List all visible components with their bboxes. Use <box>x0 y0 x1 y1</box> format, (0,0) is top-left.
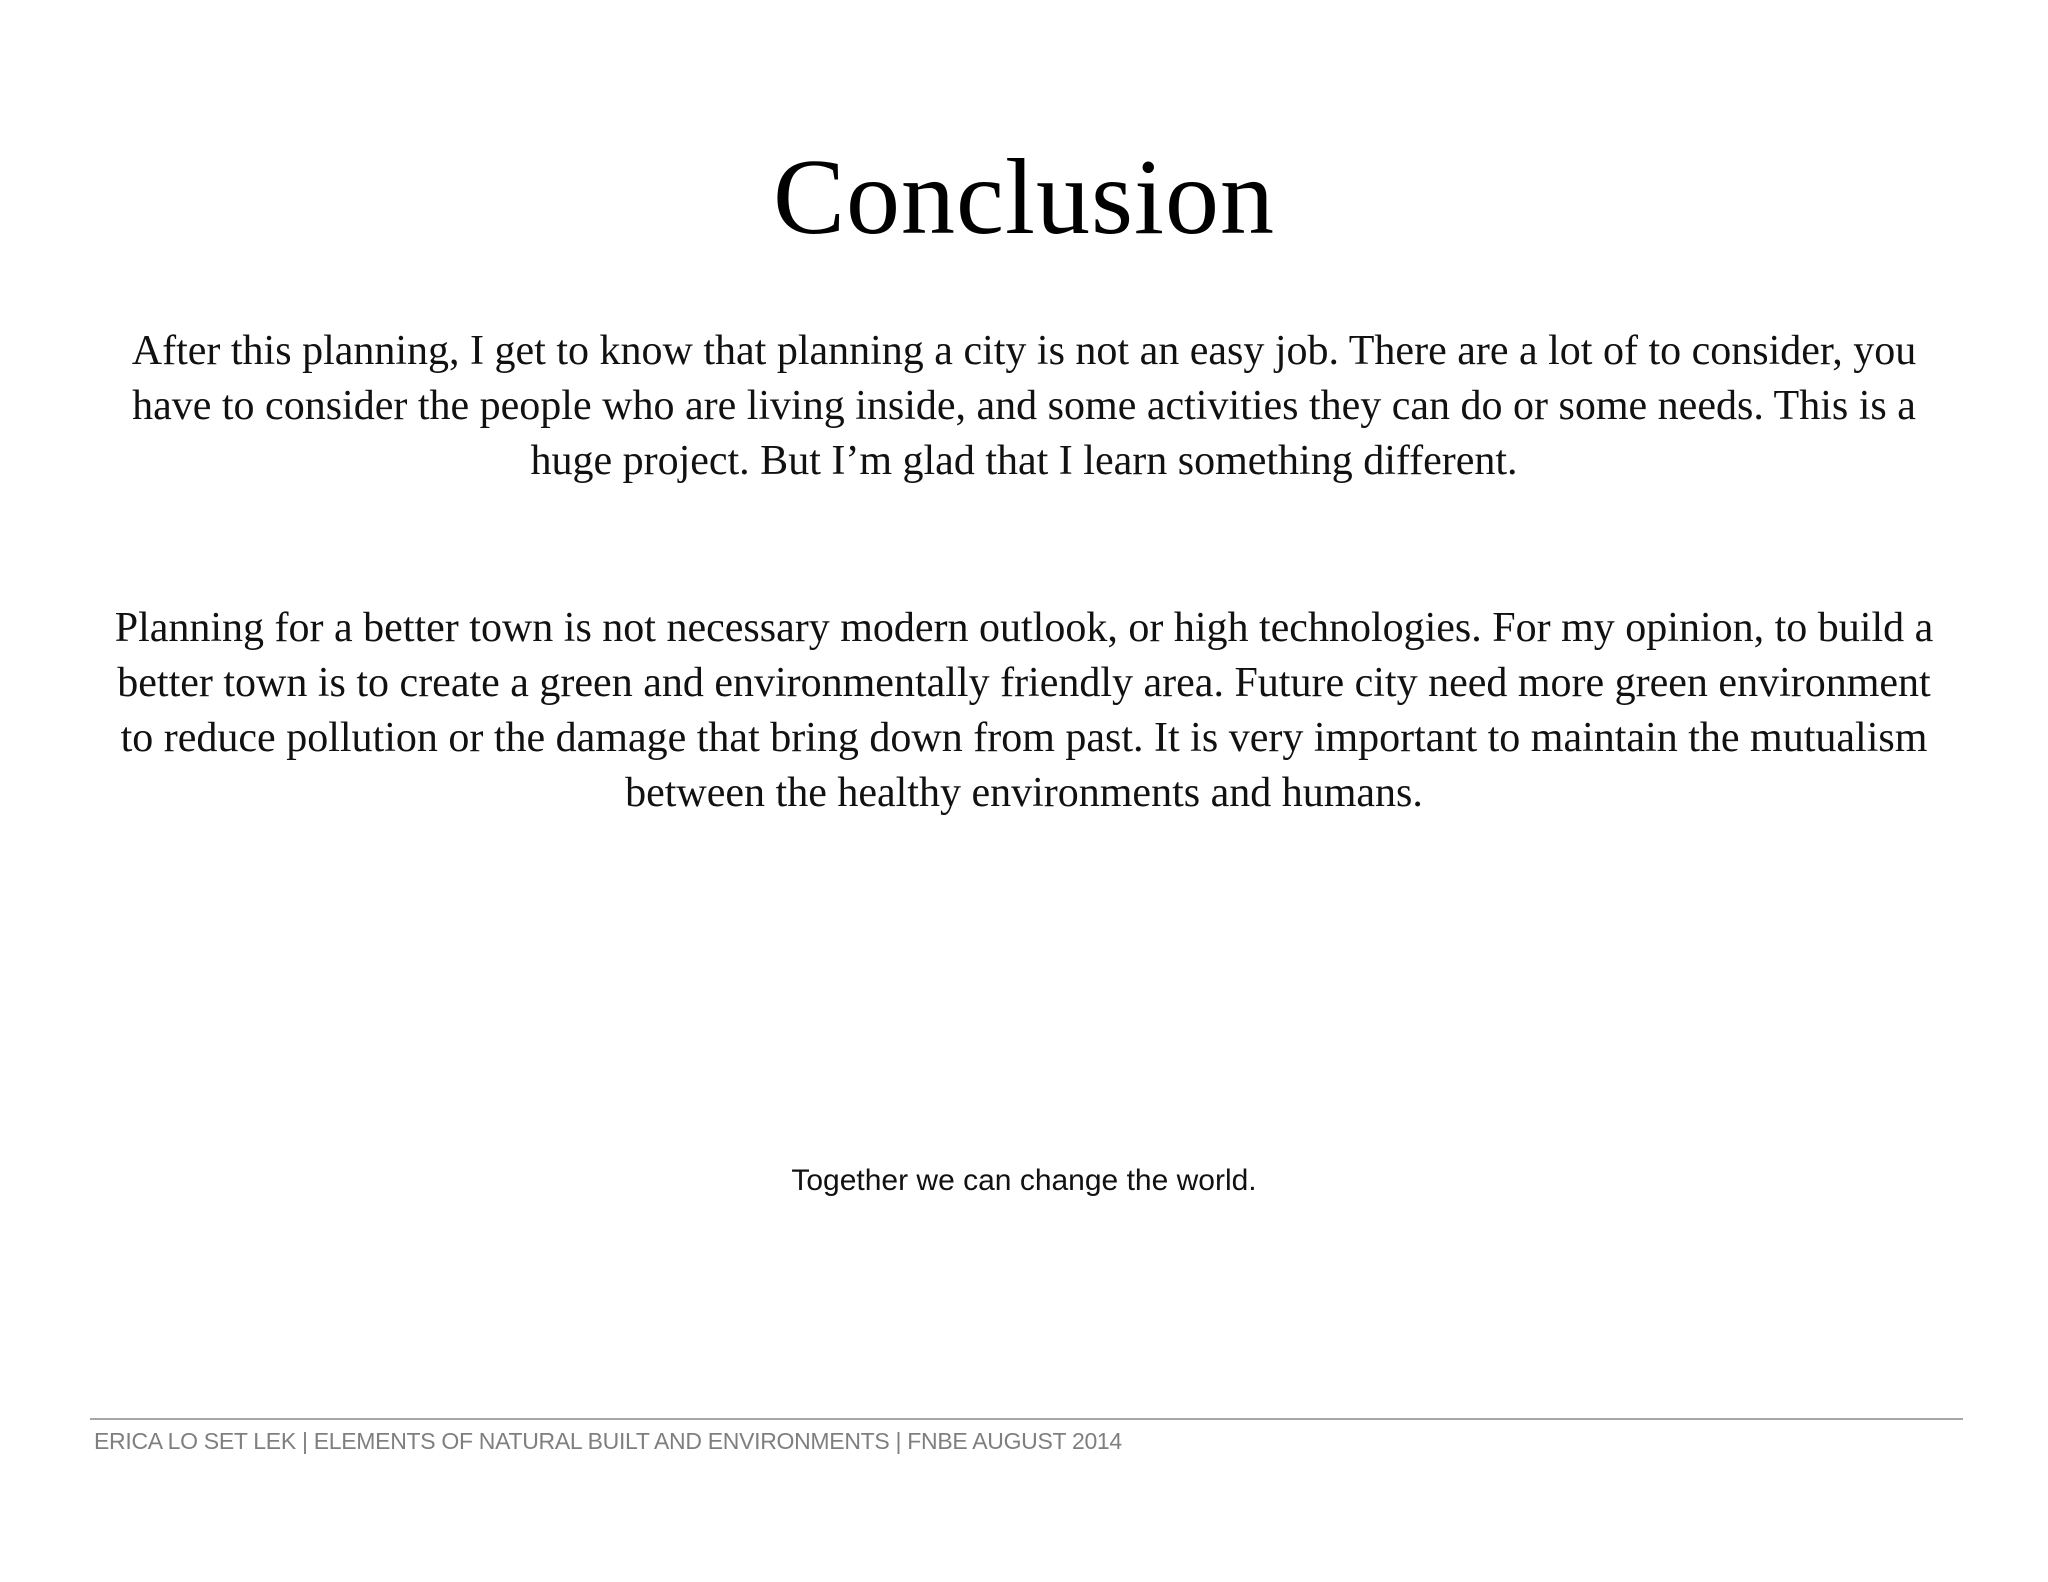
footer-credits: ERICA LO SET LEK | ELEMENTS OF NATURAL BUILT AND ENVIRONMENTS | FNBE AUGUST 2014 <box>94 1428 1122 1454</box>
conclusion-paragraph-2: Planning for a better town is not necessary modern outlook, or high technologies. For my opinion, to build a better town is to create a green and environmentally friendly area. Future city need more green environment to reduce pollution or the damage that bring down from past. It is very important to maintain the mutualism between the healthy environments and humans. <box>114 605 1934 816</box>
conclusion-paragraph-1: After this planning, I get to know that planning a city is not an easy job. There are a lot of to consider, you have to consider the people who are living inside, and some activities they can do or some needs. This is a huge project. But I’m glad that I learn something different. <box>131 328 1917 484</box>
page-title: Conclusion <box>772 138 1275 257</box>
tagline: Together we can change the world. <box>791 1164 1257 1197</box>
footer-divider <box>90 1418 1963 1420</box>
